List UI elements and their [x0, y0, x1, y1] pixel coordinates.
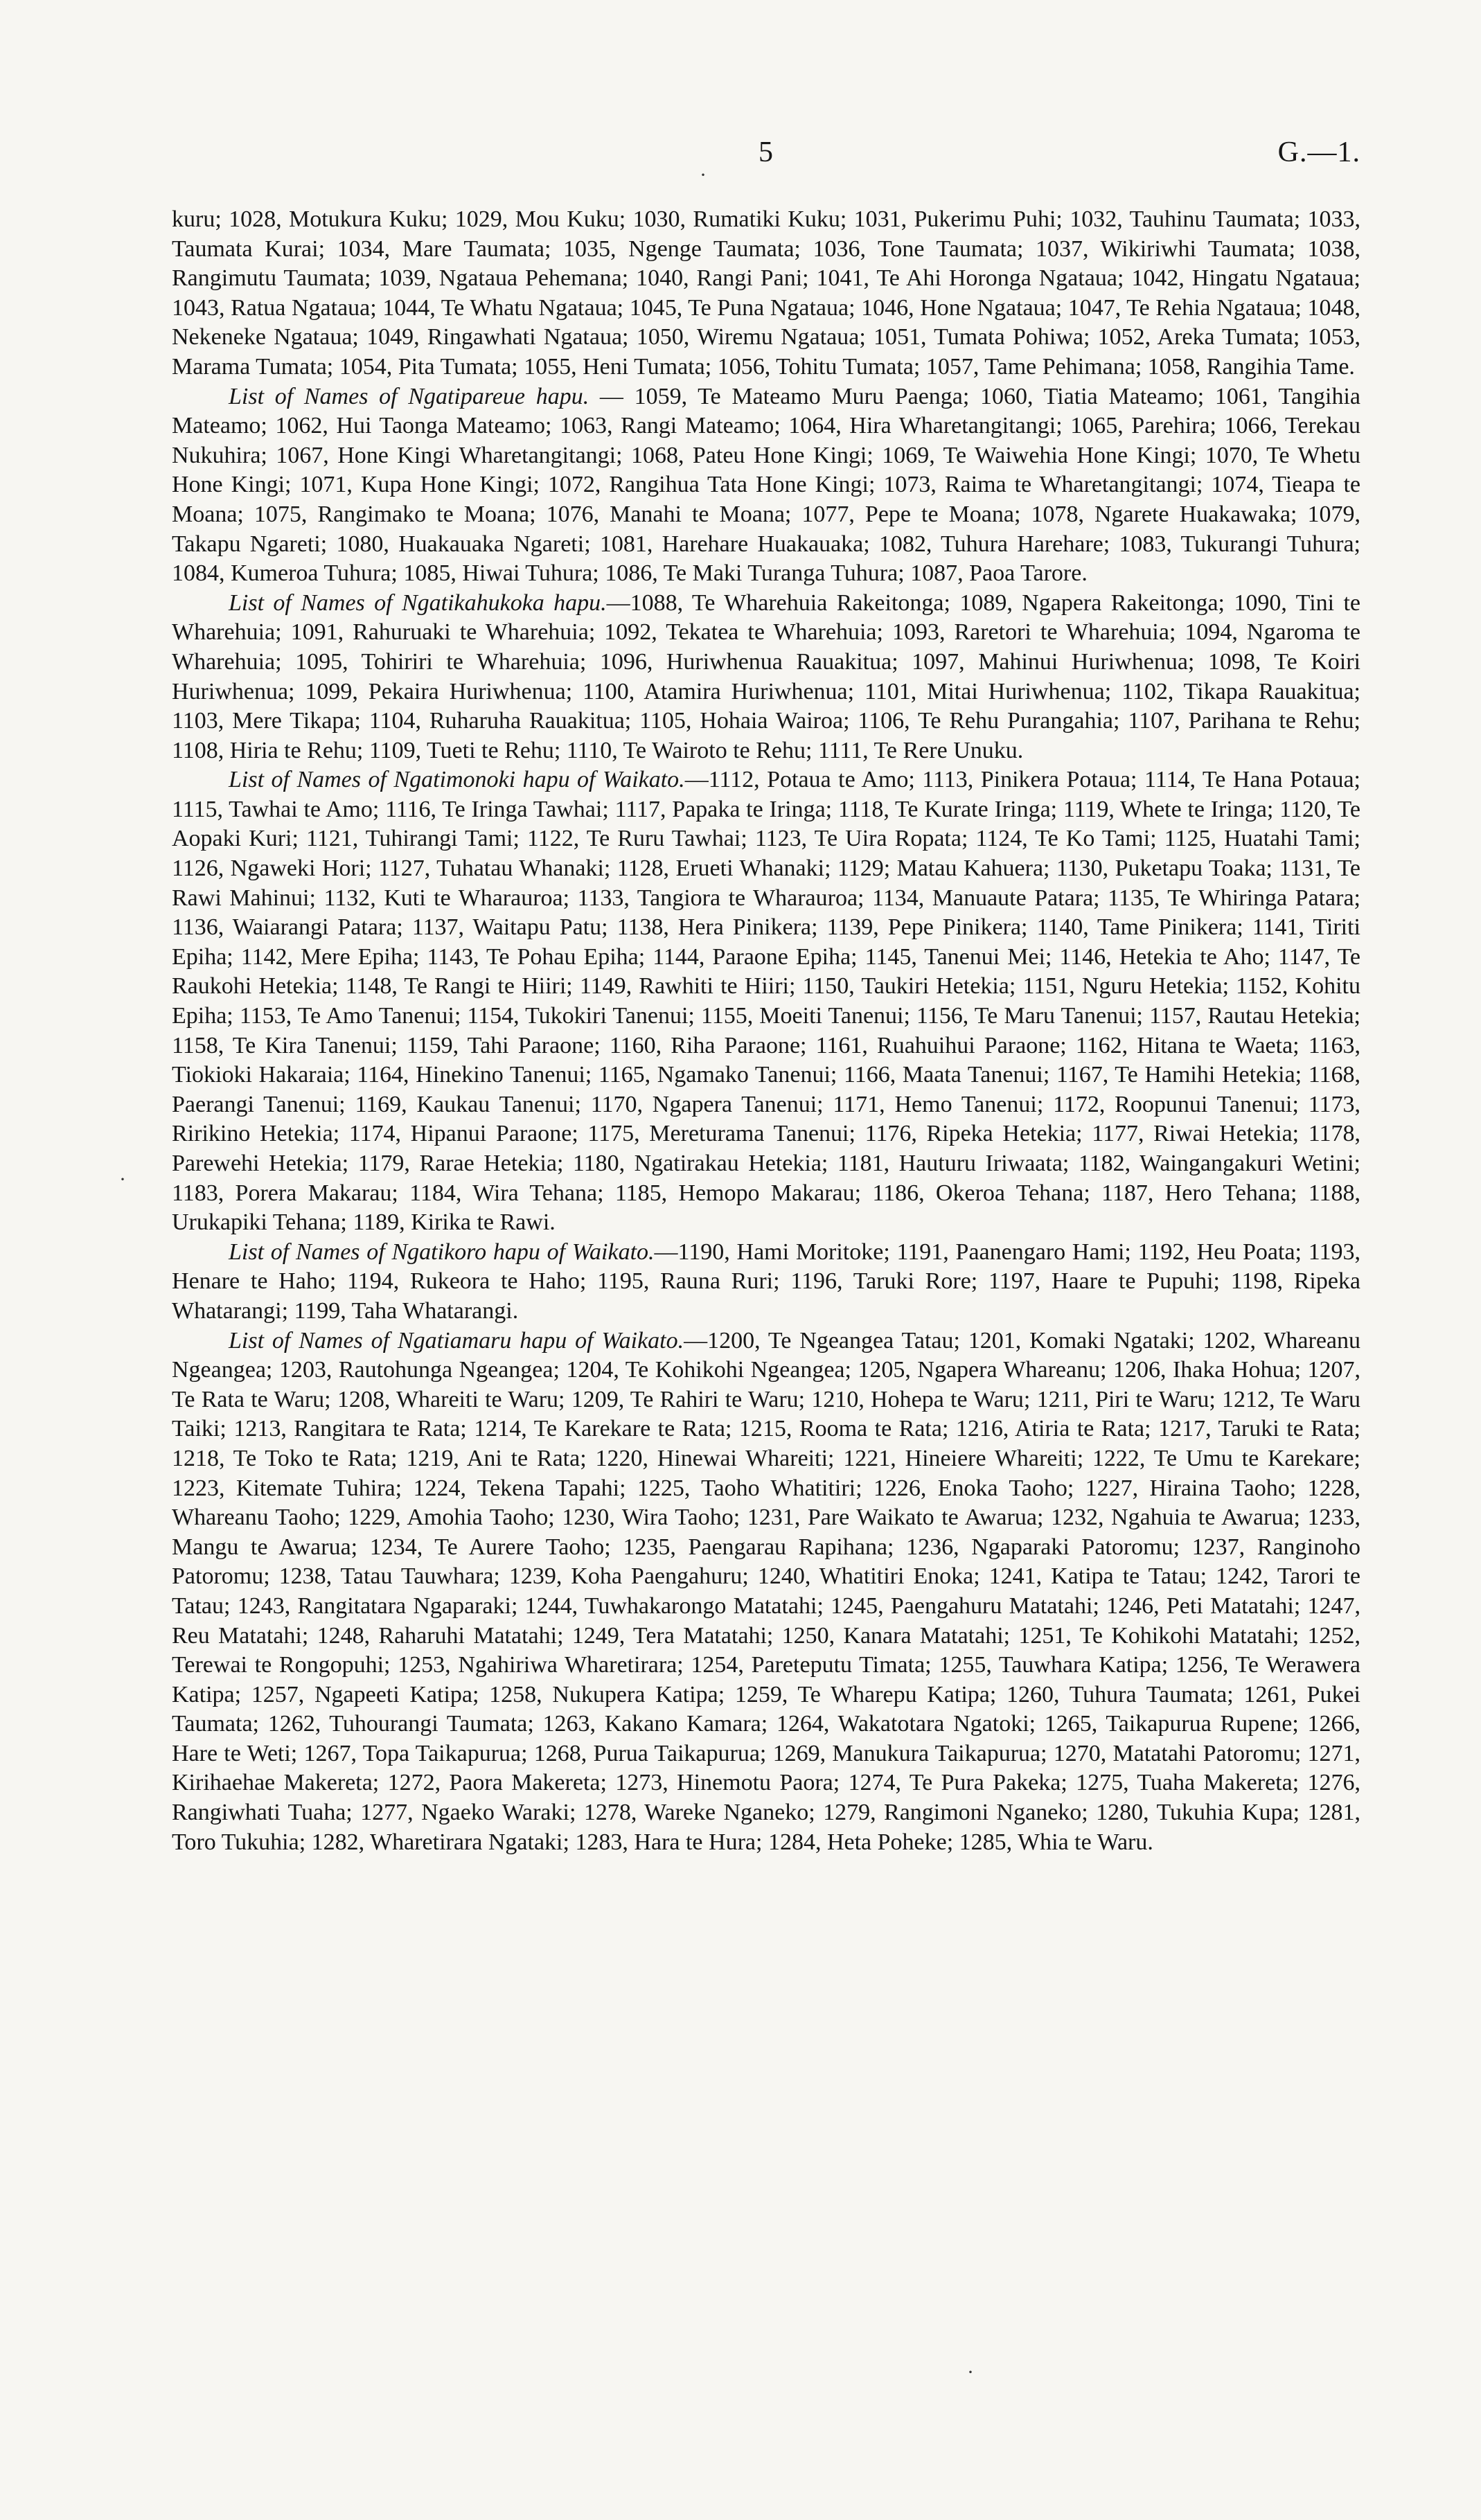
- list-title: List of Names of Ngatiamaru hapu of Waikato.: [229, 1327, 684, 1354]
- paragraph-text: —1112, Potaua te Amo; 1113, Pinikera Potaua; 1114, Te Hana Potaua; 1115, Tawhai te Amo; 1116, Te Iringa Tawhai; 1117, Papaka te Iringa; 1118, Te Kurate Iringa; 1119, Whete te Iringa; 1120, Te Aopaki Kuri; 1121, Tuhirangi Tami; 1122, Te Ruru Tawhai; 1123, Te Uira Ropata; 1124, Te Ko Tami; 1125, Huatahi Tami; 1126, Ngaweki Hori; 1127, Tuhatau Whanaki; 1128, Erueti Whanaki; 1129; Matau Kahuera; 1130, Puketapu Toaka; 1131, Te Rawi Mahinui; 1132, Kuti te Wharauroa; 1133, Tangiora te Wharauroa; 1134, Manuaute Patara; 1135, Te Whiringa Patara; 1136, Waiarangi Patara; 1137, Waitapu Patu; 1138, Hera Pinikera; 1139, Pepe Pinikera; 1140, Tame Pinikera; 1141, Tiriti Epiha; 1142, Mere Epiha; 1143, Te Pohau Epiha; 1144, Paraone Epiha; 1145, Tanenui Mei; 1146, Hetekia te Aho; 1147, Te Raukohi Hetekia; 1148, Te Rangi te Hiiri; 1149, Rawhiti te Hiiri; 1150, Taukiri Hetekia; 1151, Nguru Hetekia; 1152, Kohitu Epiha; 1153, Te Amo Tanenui; 1154, Tukokiri Tanenui; 1155, Moeiti Tanenui; 1156, Te Maru Tanenui; 1157, Rautau Hetekia; 1158, Te Kira Tanenui; 1159, Tahi Paraone; 1160, Riha Paraone; 1161, Ruahuihui Paraone; 1162, Hitana te Waeta; 1163, Tiokioki Hakaraia; 1164, Hinekino Tanenui; 1165, Ngamako Tanenui; 1166, Maata Tanenui; 1167, Te Hamihi Hetekia; 1168, Paerangi Tanenui; 1169, Kaukau Tanenui; 1170, Ngapera Tanenui; 1171, Hemo Tanenui; 1172, Roopunui Tanenui; 1173, Ririkino Hetekia; 1174, Hipanui Paraone; 1175, Mereturama Tanenui; 1176, Ripeka Hetekia; 1177, Riwai Hetekia; 1178, Parewehi Hetekia; 1179, Rarae Hetekia; 1180, Ngatirakau Hetekia; 1181, Hauturu Iriwaata; 1182, Waingangakuri Wetini; 1183, Porera Makarau; 1184, Wira Tehana; 1185, Hemopo Makarau; 1186, Okeroa Tehana; 1187, Hero Tehana; 1188, Urukapiki Tehana; 1189, Kirika te Rawi.: [172, 767, 1361, 1236]
- list-paragraph-ngatipareue: [172, 382, 1360, 589]
- list-paragraph-ngatiamaru: [172, 1326, 1360, 1858]
- paper-reference: G.—1.: [1277, 136, 1360, 168]
- paragraph-continuation: [172, 205, 1360, 382]
- page-header: [172, 136, 1360, 177]
- paragraph-text: —1200, Te Ngeangea Tatau; 1201, Komaki Ngataki; 1202, Whareanu Ngeangea; 1203, Rautohunga Ngeangea; 1204, Te Kohikohi Ngeangea; 1205, Ngapera Whareanu; 1206, Ihaka Hohua; 1207, Te Rata te Waru; 1208, Whareiti te Waru; 1209, Te Rahiri te Waru; 1210, Hohepa te Waru; 1211, Piri te Waru; 1212, Te Waru Taiki; 1213, Rangitara te Rata; 1214, Te Karekare te Rata; 1215, Rooma te Rata; 1216, Atiria te Rata; 1217, Taruki te Rata; 1218, Te Toko te Rata; 1219, Ani te Rata; 1220, Hinewai Whareiti; 1221, Hineiere Whareiti; 1222, Te Umu te Karekare; 1223, Kitemate Tuhira; 1224, Tekena Tapahi; 1225, Taoho Whatitiri; 1226, Enoka Taoho; 1227, Hiraina Taoho; 1228, Whareanu Taoho; 1229, Amohia Taoho; 1230, Wira Taoho; 1231, Pare Waikato te Awarua; 1232, Ngahuia te Awarua; 1233, Mangu te Awarua; 1234, Te Aurere Taoho; 1235, Paengarau Rapihana; 1236, Ngaparaki Patoromu; 1237, Ranginoho Patoromu; 1238, Tatau Tauwhara; 1239, Koha Paengahuru; 1240, Whatitiri Enoka; 1241, Katipa te Tatau; 1242, Tarori te Tatau; 1243, Rangitatara Ngaparaki; 1244, Tuwhakarongo Matatahi; 1245, Paengahuru Matatahi; 1246, Peti Matatahi; 1247, Reu Matatahi; 1248, Raharuhi Matatahi; 1249, Tera Matatahi; 1250, Kanara Matatahi; 1251, Te Kohikohi Matatahi; 1252, Terewai te Rongopuhi; 1253, Ngahiriwa Wharetirara; 1254, Pareteputu Timata; 1255, Tauwhara Katipa; 1256, Te Werawera Katipa; 1257, Ngapeeti Katipa; 1258, Nukupera Katipa; 1259, Te Wharepu Katipa; 1260, Tuhura Taumata; 1261, Pukei Taumata; 1262, Tuhourangi Taumata; 1263, Kakano Kamara; 1264, Wakatotara Ngatoki; 1265, Taikapurua Rupene; 1266, Hare te Weti; 1267, Topa Taikapurua; 1268, Purua Taikapurua; 1269, Manukura Taikapurua; 1270, Matatahi Patoromu; 1271, Kirihaehae Makereta; 1272, Paora Makereta; 1273, Hinemotu Paora; 1274, Te Pura Pakeka; 1275, Tuaha Makereta; 1276, Rangiwhati Tuaha; 1277, Ngaeko Waraki; 1278, Wareke Nganeko; 1279, Rangimoni Nganeko; 1280, Tukuhia Kupa; 1281, Toro Tukuhia; 1282, Wharetirara Ngataki; 1283, Hara te Hura; 1284, Heta Poheke; 1285, Whia te Waru.: [172, 1327, 1361, 1855]
- paragraph-text: —1088, Te Wharehuia Rakeitonga; 1089, Ngapera Rakeitonga; 1090, Tini te Wharehuia; 1091, Rahuruaki te Wharehuia; 1092, Tekatea te Wharehuia; 1093, Raretori te Wharehuia; 1094, Ngaroma te Wharehuia; 1095, Tohiriri te Wharehuia; 1096, Huriwhenua Rauakitua; 1097, Mahinui Huriwhenua; 1098, Te Koiri Huriwhenua; 1099, Pekaira Huriwhenua; 1100, Atamira Huriwhenua; 1101, Mitai Huriwhenua; 1102, Tikapa Rauakitua; 1103, Mere Tikapa; 1104, Ruharuha Rauakitua; 1105, Hohaia Wairoa; 1106, Te Rehu Purangahia; 1107, Parihana te Rehu; 1108, Hiria te Rehu; 1109, Tueti te Rehu; 1110, Te Wairoto te Rehu; 1111, Te Rere Unuku.: [172, 589, 1360, 763]
- list-paragraph-ngatikahukoka: [172, 589, 1360, 766]
- print-speck: ·: [700, 163, 707, 186]
- list-title: List of Names of Ngatimonoki hapu of Waikato.: [229, 767, 685, 793]
- body-text: [172, 205, 1360, 1857]
- list-paragraph-ngatimonoki: [172, 765, 1360, 1238]
- page-number: 5: [759, 136, 774, 168]
- list-title: List of Names of Ngatikoro hapu of Waikato.: [229, 1239, 655, 1265]
- paragraph-text: —1190, Hami Moritoke; 1191, Paanengaro Hami; 1192, Heu Poata; 1193, Henare te Haho; 1194, Rukeora te Haho; 1195, Rauna Ruri; 1196, Taruki Rore; 1197, Haare te Pupuhi; 1198, Ripeka Whatarangi; 1199, Taha Whatarangi.: [172, 1239, 1360, 1324]
- list-title: List of Names of Ngatipareue hapu.: [229, 383, 589, 409]
- paragraph-text: kuru; 1028, Motukura Kuku; 1029, Mou Kuku; 1030, Rumatiki Kuku; 1031, Pukerimu Puhi; 1032, Tauhinu Taumata; 1033, Taumata Kurai; 1034, Mare Taumata; 1035, Ngenge Taumata; 1036, Tone Taumata; 1037, Wikiriwhi Taumata; 1038, Rangimutu Taumata; 1039, Ngataua Pehemana; 1040, Rangi Pani; 1041, Te Ahi Horonga Ngataua; 1042, Hingatu Ngataua; 1043, Ratua Ngataua; 1044, Te Whatu Ngataua; 1045, Te Puna Ngataua; 1046, Hone Ngataua; 1047, Te Rehia Ngataua; 1048, Nekeneke Ngataua; 1049, Ringawhati Ngataua; 1050, Wiremu Ngataua; 1051, Tumata Pohiwa; 1052, Areka Tumata; 1053, Marama Tumata; 1054, Pita Tumata; 1055, Heni Tumata; 1056, Tohitu Tumata; 1057, Tame Pehimana; 1058, Rangihia Tame.: [172, 206, 1360, 380]
- paragraph-text: — 1059, Te Mateamo Muru Paenga; 1060, Tiatia Mateamo; 1061, Tangihia Mateamo; 1062, Hui Taonga Mateamo; 1063, Rangi Mateamo; 1064, Hira Wharetangitangi; 1065, Parehira; 1066, Terekau Nukuhira; 1067, Hone Kingi Wharetangitangi; 1068, Pateu Hone Kingi; 1069, Te Waiwehia Hone Kingi; 1070, Te Whetu Hone Kingi; 1071, Kupa Hone Kingi; 1072, Rangihua Tata Hone Kingi; 1073, Raima te Wharetangitangi; 1074, Tieapa te Moana; 1075, Rangimako te Moana; 1076, Manahi te Moana; 1077, Pepe te Moana; 1078, Ngarete Huakawaka; 1079, Takapu Ngareti; 1080, Huakauaka Ngareti; 1081, Harehare Huakauaka; 1082, Tuhura Harehare; 1083, Tukurangi Tuhura; 1084, Kumeroa Tuhura; 1085, Hiwai Tuhura; 1086, Te Maki Turanga Tuhura; 1087, Paoa Tarore.: [172, 383, 1360, 587]
- list-title: List of Names of Ngatikahukoka hapu.: [229, 589, 607, 616]
- list-paragraph-ngatikoro: [172, 1238, 1360, 1326]
- print-speck: ·: [119, 1168, 126, 1191]
- print-speck: ·: [967, 2361, 974, 2384]
